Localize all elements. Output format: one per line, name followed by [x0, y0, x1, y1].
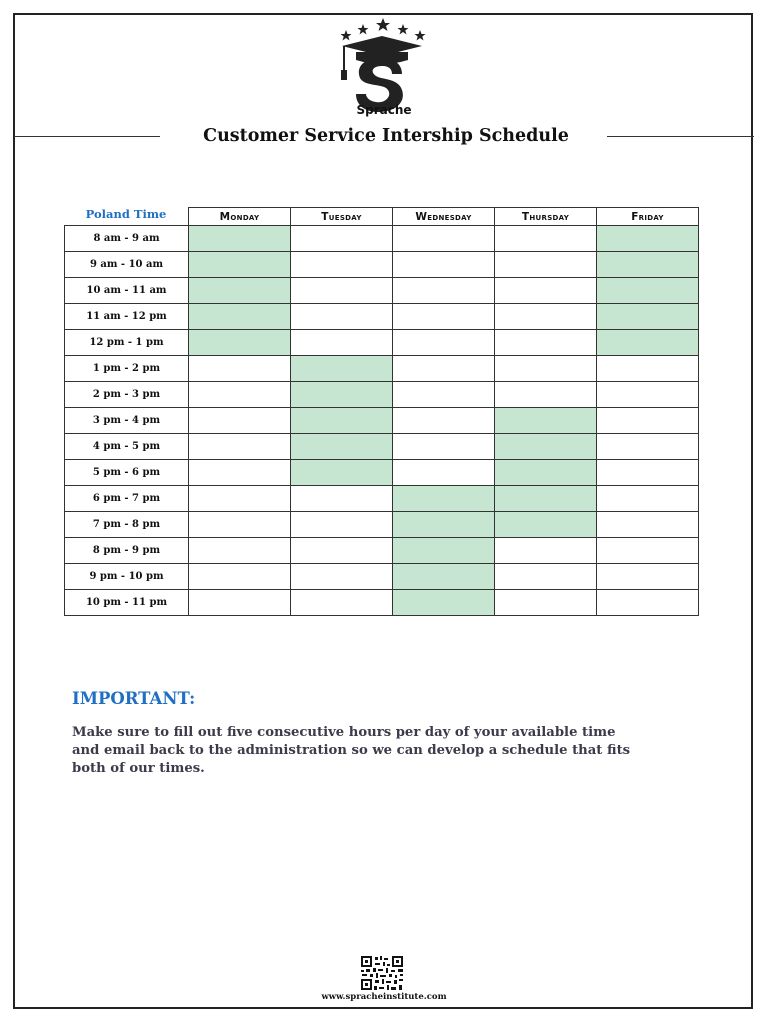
table-row: [65, 512, 699, 538]
table-row: [65, 330, 699, 356]
schedule-cell-thursday[interactable]: [495, 330, 597, 356]
table-row: [65, 538, 699, 564]
time-slot-label: 4 pm - 5 pm: [65, 434, 189, 460]
table-row: [65, 226, 699, 252]
schedule-cell-monday[interactable]: [189, 590, 291, 616]
schedule-cell-friday-highlighted[interactable]: [597, 252, 699, 278]
schedule-cell-monday[interactable]: [189, 460, 291, 486]
important-heading: IMPORTANT:: [72, 689, 196, 708]
schedule-cell-friday[interactable]: [597, 590, 699, 616]
schedule-cell-friday[interactable]: [597, 408, 699, 434]
schedule-cell-tuesday-highlighted[interactable]: [291, 434, 393, 460]
schedule-cell-thursday[interactable]: [495, 278, 597, 304]
schedule-cell-tuesday[interactable]: [291, 278, 393, 304]
schedule-cell-friday-highlighted[interactable]: [597, 330, 699, 356]
schedule-body: [65, 226, 699, 616]
schedule-cell-wednesday[interactable]: [393, 252, 495, 278]
schedule-cell-wednesday-highlighted[interactable]: [393, 538, 495, 564]
schedule-cell-thursday-highlighted[interactable]: [495, 486, 597, 512]
time-slot-label: 10 pm - 11 pm: [65, 590, 189, 616]
schedule-cell-monday[interactable]: [189, 434, 291, 460]
schedule-cell-wednesday[interactable]: [393, 226, 495, 252]
qr-code-icon: [360, 955, 404, 991]
table-row: [65, 590, 699, 616]
divider-right: [607, 136, 754, 137]
schedule-cell-friday[interactable]: [597, 486, 699, 512]
schedule-cell-tuesday[interactable]: [291, 252, 393, 278]
time-slot-label: 2 pm - 3 pm: [65, 382, 189, 408]
schedule-cell-friday-highlighted[interactable]: [597, 304, 699, 330]
schedule-cell-wednesday[interactable]: [393, 408, 495, 434]
schedule-cell-monday-highlighted[interactable]: [189, 330, 291, 356]
schedule-cell-tuesday[interactable]: [291, 304, 393, 330]
schedule-cell-monday[interactable]: [189, 512, 291, 538]
schedule-cell-thursday-highlighted[interactable]: [495, 460, 597, 486]
schedule-cell-wednesday-highlighted[interactable]: [393, 512, 495, 538]
schedule-table: [64, 207, 699, 616]
timezone-label: Poland Time: [85, 207, 167, 221]
schedule-cell-thursday-highlighted[interactable]: [495, 408, 597, 434]
day-header-wednesday: Wednesday: [393, 208, 495, 226]
time-slot-label: 9 am - 10 am: [65, 252, 189, 278]
schedule-cell-thursday[interactable]: [495, 382, 597, 408]
schedule-cell-friday[interactable]: [597, 434, 699, 460]
table-row: [65, 564, 699, 590]
schedule-cell-wednesday[interactable]: [393, 382, 495, 408]
schedule-cell-friday[interactable]: [597, 564, 699, 590]
time-slot-label: 12 pm - 1 pm: [65, 330, 189, 356]
schedule-cell-thursday-highlighted[interactable]: [495, 434, 597, 460]
schedule-cell-tuesday[interactable]: [291, 564, 393, 590]
day-header-thursday: Thursday: [495, 208, 597, 226]
schedule-cell-wednesday[interactable]: [393, 460, 495, 486]
schedule-cell-friday[interactable]: [597, 538, 699, 564]
schedule-cell-thursday[interactable]: [495, 356, 597, 382]
schedule-cell-thursday[interactable]: [495, 252, 597, 278]
time-slot-label: 8 am - 9 am: [65, 226, 189, 252]
schedule-cell-wednesday-highlighted[interactable]: [393, 564, 495, 590]
day-header-friday: Friday: [597, 208, 699, 226]
schedule-cell-monday[interactable]: [189, 486, 291, 512]
schedule-cell-tuesday[interactable]: [291, 486, 393, 512]
schedule-cell-wednesday[interactable]: [393, 356, 495, 382]
schedule-cell-tuesday[interactable]: [291, 330, 393, 356]
schedule-cell-tuesday[interactable]: [291, 512, 393, 538]
schedule-cell-wednesday[interactable]: [393, 434, 495, 460]
schedule-cell-friday[interactable]: [597, 460, 699, 486]
schedule-cell-wednesday-highlighted[interactable]: [393, 486, 495, 512]
time-slot-label: 11 am - 12 pm: [65, 304, 189, 330]
schedule-cell-monday-highlighted[interactable]: [189, 252, 291, 278]
schedule-cell-wednesday[interactable]: [393, 278, 495, 304]
schedule-cell-wednesday[interactable]: [393, 304, 495, 330]
schedule-cell-thursday-highlighted[interactable]: [495, 512, 597, 538]
table-row: [65, 356, 699, 382]
schedule-cell-friday[interactable]: [597, 512, 699, 538]
day-header-monday: Monday: [189, 208, 291, 226]
schedule-cell-monday[interactable]: [189, 382, 291, 408]
schedule-cell-tuesday[interactable]: [291, 538, 393, 564]
schedule-cell-friday-highlighted[interactable]: [597, 226, 699, 252]
schedule-cell-wednesday-highlighted[interactable]: [393, 590, 495, 616]
schedule-cell-monday[interactable]: [189, 564, 291, 590]
table-row: [65, 382, 699, 408]
schedule-cell-tuesday[interactable]: [291, 226, 393, 252]
schedule-cell-thursday[interactable]: [495, 590, 597, 616]
time-slot-label: 6 pm - 7 pm: [65, 486, 189, 512]
time-slot-label: 10 am - 11 am: [65, 278, 189, 304]
schedule-cell-monday[interactable]: [189, 408, 291, 434]
schedule-cell-tuesday[interactable]: [291, 590, 393, 616]
schedule-cell-monday[interactable]: [189, 356, 291, 382]
table-row: [65, 252, 699, 278]
schedule-cell-tuesday-highlighted[interactable]: [291, 382, 393, 408]
table-row: [65, 304, 699, 330]
time-slot-label: 8 pm - 9 pm: [65, 538, 189, 564]
divider-left: [14, 136, 160, 137]
schedule-cell-monday-highlighted[interactable]: [189, 304, 291, 330]
table-row: [65, 408, 699, 434]
day-header-tuesday: Tuesday: [291, 208, 393, 226]
table-row: [65, 460, 699, 486]
schedule-cell-friday[interactable]: [597, 382, 699, 408]
page-title: Customer Service Intership Schedule: [203, 126, 569, 146]
time-slot-label: 9 pm - 10 pm: [65, 564, 189, 590]
schedule-cell-monday-highlighted[interactable]: [189, 226, 291, 252]
schedule-cell-friday-highlighted[interactable]: [597, 278, 699, 304]
logo-text: Sprache: [356, 103, 412, 117]
time-slot-label: 5 pm - 6 pm: [65, 460, 189, 486]
schedule-cell-thursday[interactable]: [495, 538, 597, 564]
time-slot-label: 3 pm - 4 pm: [65, 408, 189, 434]
website-url: www.spracheinstitute.com: [321, 992, 447, 1002]
schedule-cell-tuesday-highlighted[interactable]: [291, 408, 393, 434]
schedule-cell-monday[interactable]: [189, 538, 291, 564]
table-row: [65, 434, 699, 460]
table-row: [65, 278, 699, 304]
schedule-cell-tuesday-highlighted[interactable]: [291, 460, 393, 486]
header-row: [65, 208, 699, 226]
time-slot-label: 7 pm - 8 pm: [65, 512, 189, 538]
corner-cell: [65, 208, 189, 226]
schedule-cell-thursday[interactable]: [495, 304, 597, 330]
schedule-cell-monday-highlighted[interactable]: [189, 278, 291, 304]
time-slot-label: 1 pm - 2 pm: [65, 356, 189, 382]
schedule-cell-wednesday[interactable]: [393, 330, 495, 356]
schedule-cell-thursday[interactable]: [495, 564, 597, 590]
table-row: [65, 486, 699, 512]
schedule-cell-tuesday-highlighted[interactable]: [291, 356, 393, 382]
important-text: Make sure to fill out five consecutive hours per day of your available time and email back to the administration so we can develop a schedule that fits both of our times.: [72, 725, 631, 776]
schedule-cell-thursday[interactable]: [495, 226, 597, 252]
schedule-cell-friday[interactable]: [597, 356, 699, 382]
